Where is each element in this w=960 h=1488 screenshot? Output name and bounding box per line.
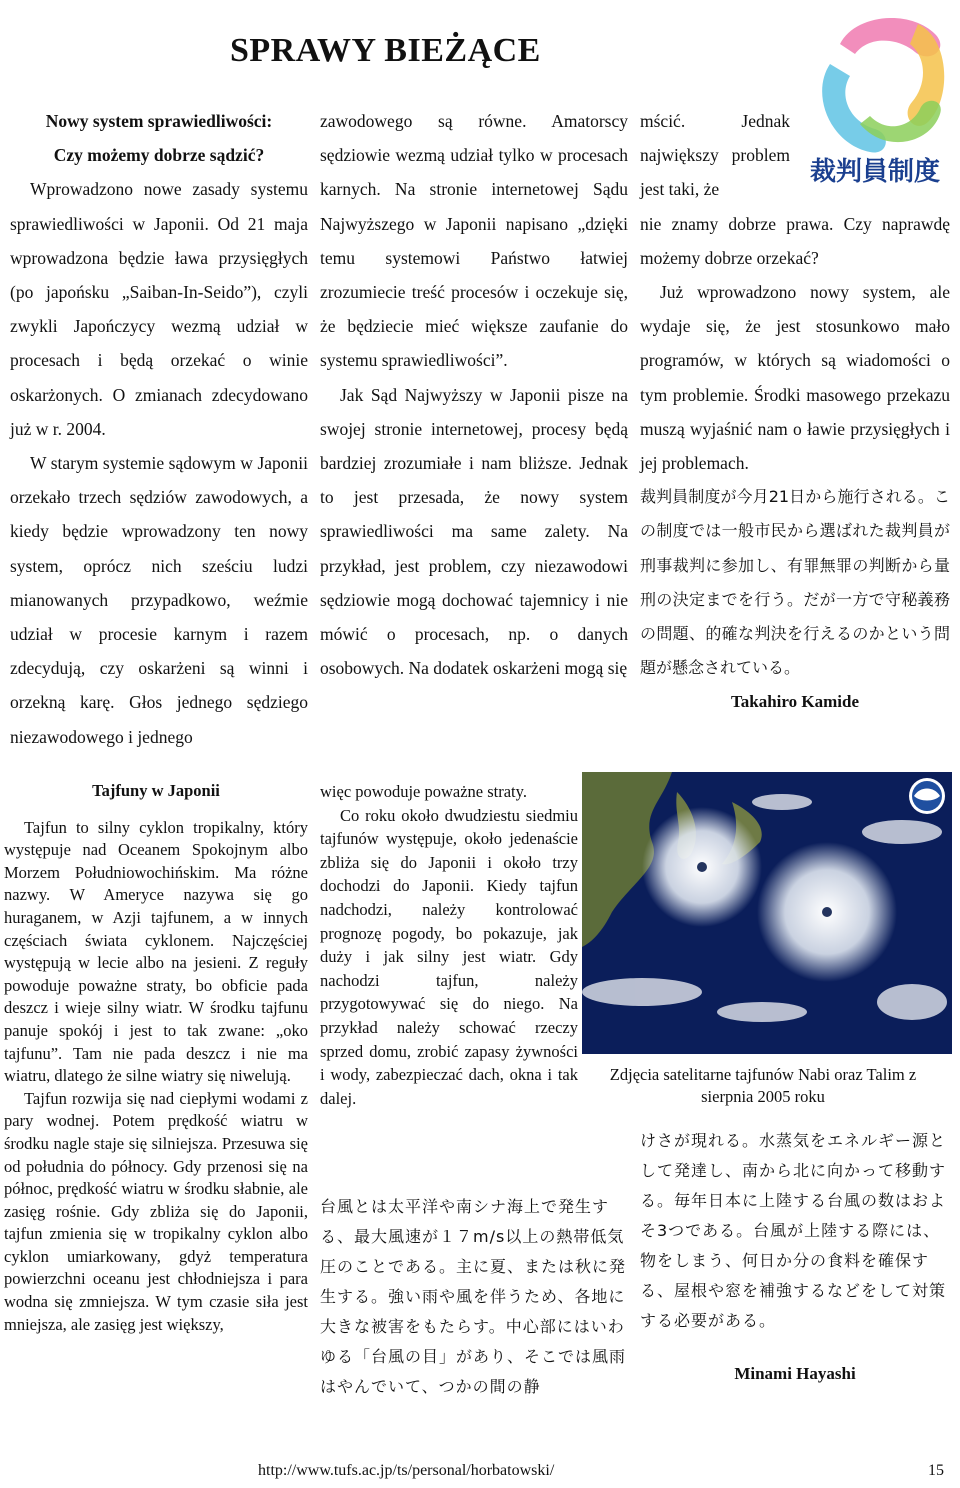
article1-column2 [320, 104, 628, 685]
typhoon-talim-eye [822, 907, 832, 917]
photo-caption: Zdjęcia satelitarne tajfunów Nabi oraz Talim z sierpnia 2005 roku [609, 1065, 917, 1106]
article2-paragraph: Tajfun rozwija się nad ciepłymi wodami z pary wodnej. Potem prędkość wiatru w środku nagle staje się silniejsza. Przesuwa się od południa do północy. Gdy przenosi się na północ, prędkość wiatru w środku słabnie, ale zasięg rośnie. Gdy zbliża się do Japonii, tajfun zmienia się w tropikalny cyklon albo cyklon umiarkowany, gdyż temperatura powierzchni oceanu jest chłodniejsza i para wodna się zmniejsza. W tym czasie siła jest mniejsza, ale zasięg jest większy, [4, 1088, 308, 1334]
article1-title-line2: Czy możemy dobrze sądzić? [53, 145, 265, 166]
article2-japanese-column2 [640, 1126, 950, 1384]
article2-paragraph: więc powoduje poważne straty. [320, 782, 527, 801]
article1-paragraph: W starym systemie sądowym w Japonii orzekało trzech sędziów zawodowych, a kiedy będzie wprowadzony ten nowy system, oprócz nich sześciu ludzi mianowanych przypadkowo, weźmie udział w procesie karnym i razem zdecydują, czy oskarżeni są winni i orzekną karę. Głos jednego sędziego niezawodowego i jednego [10, 453, 308, 747]
article2-paragraph: Tajfun to silny cyklon tropikalny, który występuje nad Oceanem Spokojnym albo Morzem Południowochińskim. Ma różne nazwy. W Ameryce nazywa się go huraganem, w Azji tajfunem, a w innych częściach świata cyklonem. Najczęściej występują w lecie albo na jesieni. Z reguły powoduje poważne straty, bo obficie pada deszcz i wieje silny wiatr. W środku tajfunu panuje spokój i jest to tak zwane: „oko tajfunu”. Tam nie pada deszcz i nie ma wiatru, dlatego że silne wiatry się niwelują. [4, 817, 308, 1086]
article1-paragraph: Wprowadzono nowe zasady systemu sprawiedliwości w Japonii. Od 21 maja wprowadzona będzie ława przysięgłych (po japońsku „Saiban-In-Seido”), czyli zwykli Japończycy wezmą udział w procesach i będą orzekać o winie oskarżonych. O zmianach zdecydowano już w r. 2004. [10, 179, 308, 439]
article2-japanese-column1 [320, 1192, 630, 1402]
article1-paragraph: Jak Sąd Najwyższy w Japonii pisze na swojej stronie internetowej, procesy będą bardziej zrozumiałe i nam bliższe. Jednak to jest przesada, że nowy system sprawiedliwości ma same zalety. Na przykład, jest problem, czy niezawodowi sędziowie mogą dochować tajemnicy i nie mówić o procesach, np. o danych osobowych. Na dodatek oskarżeni mogą się [320, 384, 628, 679]
article1-paragraph: nie znamy dobrze prawa. Czy naprawdę możemy dobrze orzekać? [640, 213, 950, 268]
article1-column1 [10, 104, 308, 754]
noaa-icon [909, 778, 945, 814]
section-title: SPRAWY BIEŻĄCE [230, 32, 541, 69]
article1-japanese-summary: 裁判員制度が今月21日から施行される。この制度では一般市民から選ばれた裁判員が刑事裁判に参加し、有罪無罪の判断から量刑の決定までを行う。だが一方で守秘義務の問題、的確な判決を行えるのかという問題が懸念されている。 [640, 487, 950, 678]
article1-column3 [640, 104, 950, 720]
article1-author: Takahiro Kamide [730, 692, 859, 712]
article1-paragraph: zawodowego są równe. Amatorscy sędziowie wezmą udział tylko w procesach karnych. Na stronie internetowej Sądu Najwyższego w Japonii napisano „dzięki temu systemowi Państwo łatwiej zrozumiecie treść procesów i oczekuje się, że będziecie mieć większe zaufanie do systemu sprawiedliwości”. [320, 111, 628, 371]
logo-text: 裁判員制度 [810, 157, 941, 187]
article1-paragraph: Już wprowadzono nowy system, ale wydaje się, że jest stosunkowo mało programów, w których są wiadomości o tym problemie. Środki masowego przekazu muszą wyjaśnić nam o ławie przysięgłych i jej problemach. [640, 282, 950, 474]
article1-title-line1: Nowy system sprawiedliwości: [45, 111, 273, 131]
article2-paragraph: Co roku około dwudziestu siedmiu tajfunów występuje, około jedenaście zbliża się do Japonii i około trzy dochodzi do Japonii. Kiedy tajfun nadchodzi, należy kontrolować prognozę pogody, bo pokazuje, jak duży i jak silny jest wiatr. Gdy nachodzi tajfun, należy przygotowywać się do niego. Na przykład należy schować rzeczy sprzed domu, zrobić zapasy żywności i wody, zabezpieczać dach, okna i tak dalej. [320, 805, 578, 1108]
article2-japanese-paragraph: 台風とは太平洋や南シナ海上で発生する、最大風速が１７m/s以上の熱帯低気圧のことである。主に夏、または秋に発生する。強い雨や風を伴うため、各地に大きな被害をもたらす。中心部にはいわゆる「台風の目」があり、そこでは風雨はやんでいて、つかの間の静 [320, 1197, 627, 1396]
article2-title: Tajfuny w Japonii [92, 781, 220, 800]
article1-paragraph: mścić. Jednak największy problem jest taki, że [640, 111, 790, 200]
article2-column2 [320, 780, 578, 1110]
typhoon-nabi-eye [697, 862, 707, 872]
article2-author: Minami Hayashi [734, 1364, 856, 1383]
article2-column1 [4, 780, 308, 1336]
footer-url[interactable]: http://www.tufs.ac.jp/ts/personal/horbatowski/ [258, 1462, 555, 1479]
article2-japanese-paragraph: けさが現れる。水蒸気をエネルギー源として発達し、南から北に向かって移動する。毎年日本に上陸する台風の数はおよそ3つである。台風が上陸する際には、物をしまう、何日か分の食料を確保する、屋根や窓を補強するなどをして対策する必要がある。 [640, 1131, 947, 1330]
typhoon-satellite-image [582, 772, 952, 1054]
page-number: 15 [928, 1462, 944, 1479]
